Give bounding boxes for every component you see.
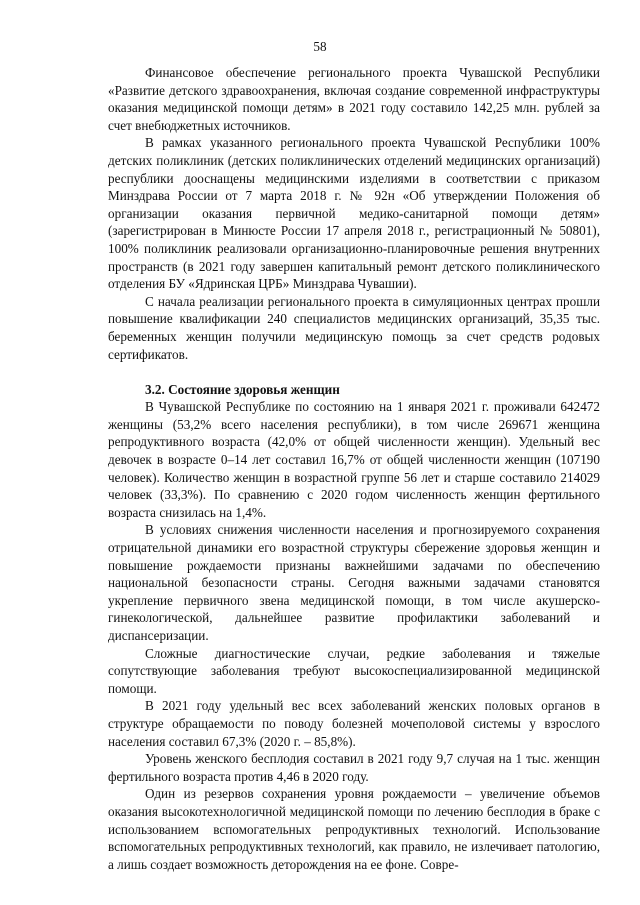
page-content xyxy=(108,64,600,873)
paragraph-funding: Финансовое обеспечение регионального проекта Чувашской Республики «Развитие детского здравоохранения, включая создание современной инфраструктуры оказания медицинской помощи детям» в 2021 году составило 142,25 млн. рублей за счет внебюджетных источников. xyxy=(108,65,600,133)
section-gap xyxy=(108,363,600,381)
paragraph-diseases-share: В 2021 году удельный вес всех заболеваний женских половых органов в структуре обращаемости по поводу болезней мочеполовой системы у взрослого населения составил 67,3% (2020 г. – 85,8%). xyxy=(108,698,600,749)
section-heading: 3.2. Состояние здоровья женщин xyxy=(145,381,340,397)
paragraph-health-priorities: В условиях снижения численности населения и прогнозируемого сохранения отрицательной динамики его возрастной структуры сбережение здоровья женщин и повышение рождаемости признаны важнейшими задачами по обеспечению национальной безопасности страны. Сегодня важными задачами становятся укрепление первичного звена медицинской помощи, в том числе акушерско-гинекологической, дальнейшее развитие профилактики заболеваний и диспансеризации. xyxy=(108,522,600,643)
paragraph-simulation-centers: С начала реализации регионального проекта в симуляционных центрах прошли повышение квалификации 240 специалистов медицинских организаций, 35,35 тыс. беременных женщин получили медицинскую помощь за счет средств родовых сертификатов. xyxy=(108,293,600,362)
paragraph-infertility-rate: Уровень женского бесплодия составил в 2021 году 9,7 случая на 1 тыс. женщин фертильного возраста против 4,46 в 2020 году. xyxy=(108,751,600,784)
paragraph-reproductive-tech: Один из резервов сохранения уровня рождаемости – увеличение объемов оказания высокотехнологичной медицинской помощи по лечению бесплодия в браке с использованием вспомогательных репродуктивных технологий. Использование вспомогательных репродуктивных технологий, как правило, не излечивает патологию, а лишь создает возможность деторождения на ее фоне. Совре- xyxy=(108,786,600,872)
paragraph-population: В Чувашской Республике по состоянию на 1 января 2021 г. проживали 642472 женщины (53,2% всего населения республики), в том числе 269671 женщина репродуктивного возраста (42,0% от общей численности женщин). Удельный вес девочек в возрасте 0–14 лет составил 16,7% от общей численности женщин (107190 человек). Количество женщин в возрастной группе 56 лет и старше составило 214029 человек (33,3%). По сравнению с 2020 годом численность женщин фертильного возраста снизилась на 1,4%. xyxy=(108,399,600,520)
page-number: 58 xyxy=(313,39,327,54)
paragraph-polyclinics: В рамках указанного регионального проекта Чувашской Республики 100% детских поликлиник (детских поликлинических отделений медицинских организаций) республики дооснащены медицинскими изделиями в соответствии с приказом Минздрава России от 7 марта 2018 г. № 92н «Об утверждении Положения об организации оказания первичной медико-санитарной помощи детям» (зарегистрирован в Минюсте России 17 апреля 2018 г., регистрационный № 50801), 100% поликлиник реализовали организационно-планировочные решения внутренних пространств (в 2021 году завершен капитальный ремонт детского поликлинического отделения БУ «Ядринская ЦРБ» Минздрава Чувашии). xyxy=(108,135,600,292)
paragraph-complex-cases: Сложные диагностические случаи, редкие заболевания и тяжелые сопутствующие заболевания требуют высокоспециализированной медицинской помощи. xyxy=(108,645,600,696)
